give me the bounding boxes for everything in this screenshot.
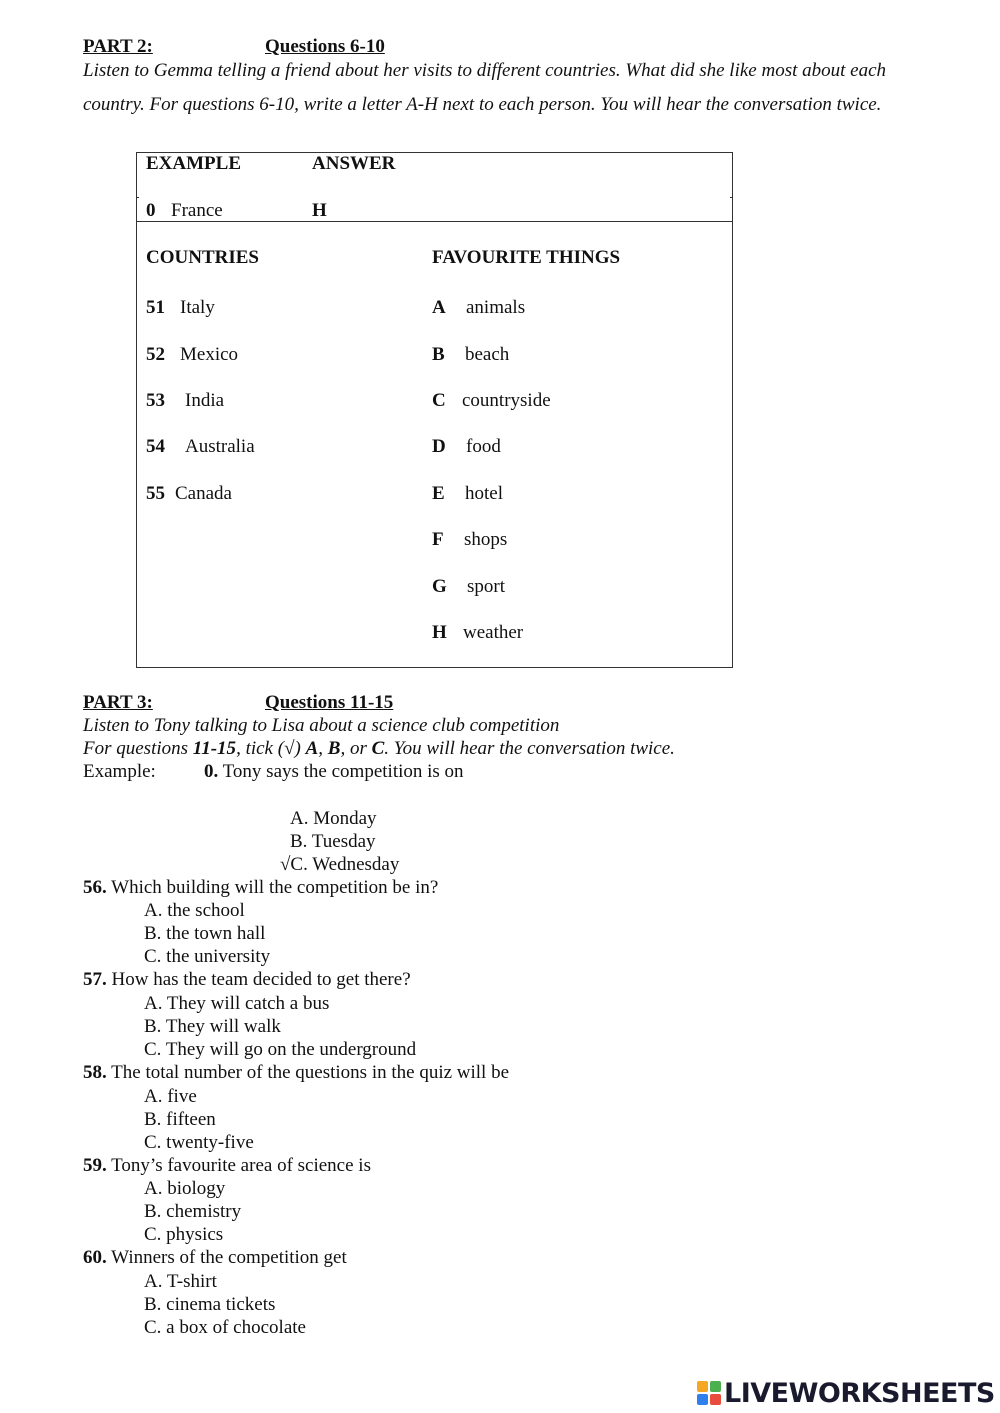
- thing-letter: B: [432, 344, 445, 365]
- liveworksheets-logo-icon: [697, 1381, 721, 1405]
- example-question: 0. Tony says the competition is on: [204, 761, 464, 782]
- country-name: Italy: [180, 297, 215, 318]
- answer-option[interactable]: C. twenty-five: [144, 1132, 254, 1153]
- answer-option[interactable]: C. the university: [144, 946, 271, 967]
- answer-option[interactable]: A. T-shirt: [144, 1271, 217, 1292]
- answer-option[interactable]: C. a box of chocolate: [144, 1317, 306, 1338]
- liveworksheets-logo[interactable]: [697, 1376, 995, 1410]
- part3-heading: PART 3:: [83, 692, 153, 713]
- example-label: Example:: [83, 761, 156, 782]
- answer-option[interactable]: C. physics: [144, 1224, 224, 1245]
- countries-header: COUNTRIES: [146, 247, 259, 268]
- thing-letter: G: [432, 576, 447, 597]
- example-number: 0: [146, 200, 156, 221]
- part2-heading: PART 2:: [83, 36, 153, 57]
- answer-option[interactable]: B. They will walk: [144, 1016, 281, 1037]
- country-number: 52: [146, 344, 165, 365]
- part2-instructions-line1: Listen to Gemma telling a friend about her visits to different countries. What did she like most about each: [83, 60, 887, 81]
- answer-option[interactable]: A. They will catch a bus: [144, 993, 330, 1014]
- question-58: 58. The total number of the questions in the quiz will be: [83, 1062, 510, 1083]
- part3-instructions-line2: For questions 11-15, tick (√) A, B, or C. You will hear the conversation twice.: [83, 738, 675, 759]
- thing-letter: D: [432, 436, 446, 457]
- example-header: EXAMPLE: [146, 153, 241, 174]
- table-divider: [136, 221, 733, 222]
- thing-name: food: [466, 436, 501, 457]
- answer-option[interactable]: A. the school: [144, 900, 245, 921]
- answer-option[interactable]: A. five: [144, 1086, 197, 1107]
- question-57: 57. How has the team decided to get there?: [83, 969, 411, 990]
- example-option-ticked: √C. Wednesday: [280, 854, 400, 875]
- part3-questions-range: Questions 11-15: [265, 692, 394, 713]
- country-number: 51: [146, 297, 165, 318]
- country-number: 55: [146, 483, 165, 504]
- thing-name: countryside: [462, 390, 551, 411]
- country-name: Mexico: [180, 344, 239, 365]
- question-56: 56. Which building will the competition be in?: [83, 877, 439, 898]
- table-tick-left: [136, 197, 139, 198]
- example-option: A. Monday: [290, 808, 377, 829]
- answer-header: ANSWER: [312, 153, 396, 174]
- answer-option[interactable]: A. biology: [144, 1178, 226, 1199]
- country-name: Australia: [185, 436, 255, 457]
- answer-option[interactable]: B. cinema tickets: [144, 1294, 276, 1315]
- example-option: B. Tuesday: [290, 831, 376, 852]
- part2-instructions-line2: country. For questions 6-10, write a letter A-H next to each person. You will hear the conversation twice.: [83, 94, 882, 115]
- answer-option[interactable]: B. the town hall: [144, 923, 266, 944]
- example-country: France: [171, 200, 223, 221]
- answer-option[interactable]: B. chemistry: [144, 1201, 242, 1222]
- part2-questions-range: Questions 6-10: [265, 36, 385, 57]
- thing-letter: E: [432, 483, 445, 504]
- favourite-things-header: FAVOURITE THINGS: [432, 247, 621, 268]
- thing-letter: H: [432, 622, 447, 643]
- thing-letter: F: [432, 529, 444, 550]
- thing-name: sport: [467, 576, 505, 597]
- country-number: 54: [146, 436, 165, 457]
- example-answer: H: [312, 200, 327, 221]
- question-59: 59. Tony’s favourite area of science is: [83, 1155, 371, 1176]
- part3-instructions-line1: Listen to Tony talking to Lisa about a science club competition: [83, 715, 560, 736]
- liveworksheets-logo-text: LIVEWORKSHEETS: [724, 1377, 995, 1409]
- thing-name: shops: [464, 529, 508, 550]
- thing-letter: C: [432, 390, 446, 411]
- question-60: 60. Winners of the competition get: [83, 1247, 347, 1268]
- country-number: 53: [146, 390, 165, 411]
- country-name: India: [185, 390, 225, 411]
- table-tick-right: [730, 197, 733, 198]
- thing-name: beach: [465, 344, 510, 365]
- answer-option[interactable]: B. fifteen: [144, 1109, 216, 1130]
- answer-option[interactable]: C. They will go on the underground: [144, 1039, 417, 1060]
- thing-letter: A: [432, 297, 446, 318]
- thing-name: animals: [466, 297, 526, 318]
- thing-name: weather: [463, 622, 524, 643]
- thing-name: hotel: [465, 483, 503, 504]
- country-name: Canada: [175, 483, 232, 504]
